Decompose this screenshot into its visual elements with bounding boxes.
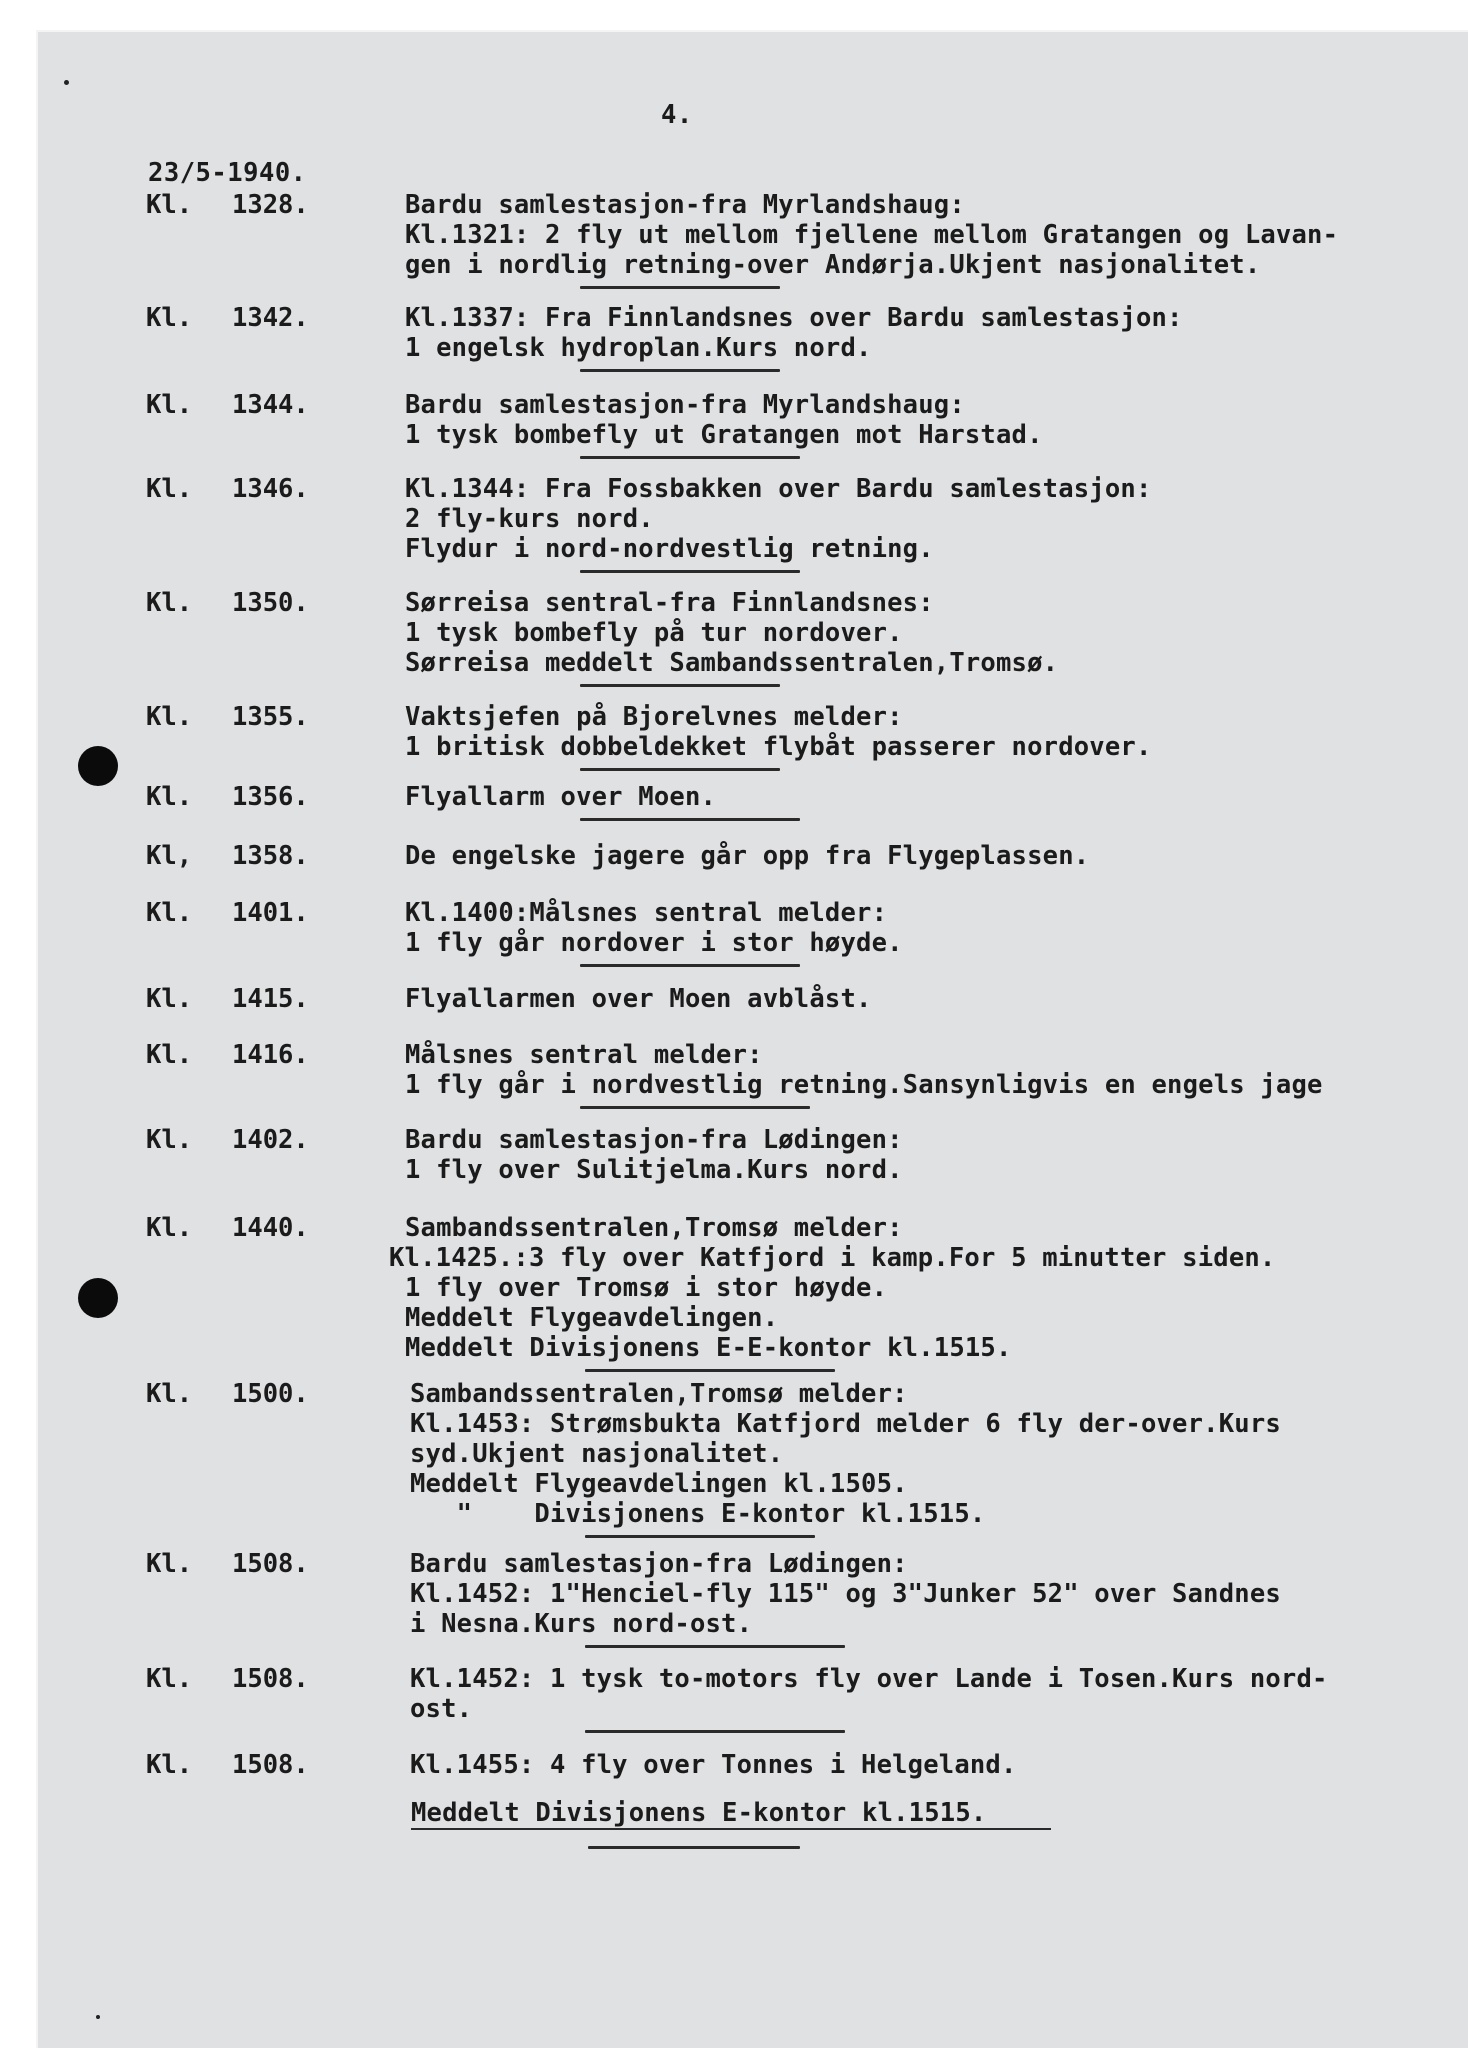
entry-body [405, 390, 1435, 450]
entry-line: 1 fly går i nordvestlig retning.Sansynligvis en engels jage [405, 1070, 1323, 1100]
entry-body [405, 984, 1435, 1014]
entry-kl-label: Kl. [146, 984, 193, 1014]
entry-kl-label: Kl. [146, 1664, 193, 1694]
entry-time: 1355. [232, 702, 309, 732]
entry-time: 1328. [232, 190, 309, 220]
entry-line: Kl.1337: Fra Finnlandsnes over Bardu samlestasjon: [405, 303, 1183, 333]
entry-divider [585, 1369, 835, 1372]
entry-time: 1356. [232, 782, 309, 812]
entry-line: Sambandssentralen,Tromsø melder: [405, 1213, 903, 1243]
entry-line: Kl.1425.:3 fly over Katfjord i kamp.For 5 minutter siden. [389, 1243, 1276, 1273]
entry-body [405, 1040, 1435, 1100]
entry-line: Kl.1400:Målsnes sentral melder: [405, 898, 888, 928]
entry-line: Sørreisa meddelt Sambandssentralen,Tromsø. [405, 648, 1059, 678]
entry-line: Kl.1321: 2 fly ut mellom fjellene mellom Gratangen og Lavan- [405, 220, 1339, 250]
entry-divider [580, 1106, 810, 1109]
entry-line: Meddelt Flygeavdelingen kl.1505. [410, 1469, 908, 1499]
entry-divider [580, 570, 800, 573]
entry-kl-label: Kl. [146, 1125, 193, 1155]
entry-kl-label: Kl. [146, 1040, 193, 1070]
entry-line: Kl.1452: 1 tysk to-motors fly over Lande i Tosen.Kurs nord- [410, 1664, 1328, 1694]
entry-body [405, 474, 1435, 564]
entry-body [405, 898, 1435, 958]
entry-line: 1 tysk bombefly ut Gratangen mot Harstad. [405, 420, 1043, 450]
final-note-underline [411, 1828, 1051, 1830]
entry-line: Sambandssentralen,Tromsø melder: [410, 1379, 908, 1409]
entry-body [405, 1125, 1435, 1185]
entry-line: Bardu samlestasjon-fra Lødingen: [405, 1125, 903, 1155]
entry-kl-label: Kl. [146, 303, 193, 333]
entry-divider [580, 964, 800, 967]
entry-body [410, 1549, 1440, 1639]
entry-line: 1 fly over Sulitjelma.Kurs nord. [405, 1155, 903, 1185]
entry-time: 1416. [232, 1040, 309, 1070]
entry-divider [580, 369, 780, 372]
entry-body [405, 303, 1435, 363]
entry-time: 1508. [232, 1549, 309, 1579]
entry-line: 1 tysk bombefly på tur nordover. [405, 618, 903, 648]
entry-kl-label: Kl. [146, 702, 193, 732]
entry-time: 1344. [232, 390, 309, 420]
entry-line: Kl.1452: 1"Henciel-fly 115" og 3"Junker 52" over Sandnes [410, 1579, 1281, 1609]
punch-hole-lower [78, 1278, 118, 1318]
entry-line: Kl.1344: Fra Fossbakken over Bardu samlestasjon: [405, 474, 1152, 504]
entry-line: Flyallarmen over Moen avblåst. [405, 984, 872, 1014]
entry-body [405, 588, 1435, 678]
entry-line: 1 fly går nordover i stor høyde. [405, 928, 903, 958]
entry-time: 1508. [232, 1664, 309, 1694]
page-number: 4. [661, 100, 693, 130]
entry-time: 1402. [232, 1125, 309, 1155]
entry-time: 1346. [232, 474, 309, 504]
entry-line: 1 engelsk hydroplan.Kurs nord. [405, 333, 872, 363]
entry-line: 2 fly-kurs nord. [405, 504, 654, 534]
entry-line: " Divisjonens E-kontor kl.1515. [410, 1499, 986, 1529]
final-note: Meddelt Divisjonens E-kontor kl.1515. [411, 1798, 987, 1828]
entry-time: 1342. [232, 303, 309, 333]
entry-kl-label: Kl. [146, 1750, 193, 1780]
entry-line: Flydur i nord-nordvestlig retning. [405, 534, 934, 564]
entry-line: Meddelt Flygeavdelingen. [405, 1303, 779, 1333]
entry-line: Kl.1455: 4 fly over Tonnes i Helgeland. [410, 1750, 1017, 1780]
entry-body [405, 841, 1435, 871]
final-divider [588, 1846, 800, 1849]
entry-time: 1440. [232, 1213, 309, 1243]
entry-line: Bardu samlestasjon-fra Lødingen: [410, 1549, 908, 1579]
log-date: 23/5-1940. [148, 158, 307, 188]
entry-divider [585, 1730, 845, 1733]
punch-hole-upper [78, 746, 118, 786]
entry-line: Bardu samlestasjon-fra Myrlandshaug: [405, 390, 965, 420]
entry-body [405, 702, 1435, 762]
entry-divider [580, 818, 800, 821]
entry-body [389, 1213, 1435, 1363]
entry-line: 1 britisk dobbeldekket flybåt passerer nordover. [405, 732, 1152, 762]
entry-time: 1508. [232, 1750, 309, 1780]
entry-line: Sørreisa sentral-fra Finnlandsnes: [405, 588, 934, 618]
entry-kl-label: Kl. [146, 474, 193, 504]
entry-time: 1401. [232, 898, 309, 928]
entry-line: Bardu samlestasjon-fra Myrlandshaug: [405, 190, 965, 220]
entry-line: i Nesna.Kurs nord-ost. [410, 1609, 753, 1639]
entry-divider [580, 768, 780, 771]
entry-body [405, 782, 1435, 812]
entry-divider [580, 456, 800, 459]
entry-line: De engelske jagere går opp fra Flygeplassen. [405, 841, 1090, 871]
entry-line: gen i nordlig retning-over Andørja.Ukjent nasjonalitet. [405, 250, 1261, 280]
entry-line: Flyallarm over Moen. [405, 782, 717, 812]
entry-body [410, 1379, 1440, 1529]
entry-time: 1415. [232, 984, 309, 1014]
entry-time: 1500. [232, 1379, 309, 1409]
entry-line: syd.Ukjent nasjonalitet. [410, 1439, 784, 1469]
entry-line: Meddelt Divisjonens E-E-kontor kl.1515. [405, 1333, 1012, 1363]
entry-divider [580, 684, 780, 687]
entry-body [405, 190, 1435, 280]
entry-line: Kl.1453: Strømsbukta Katfjord melder 6 fly der-over.Kurs [410, 1409, 1281, 1439]
entry-kl-label: Kl. [146, 1213, 193, 1243]
entry-kl-label: Kl. [146, 588, 193, 618]
entry-kl-label: Kl, [146, 841, 193, 871]
ink-speck [64, 80, 69, 85]
entry-divider [585, 1645, 845, 1648]
entry-line: ost. [410, 1694, 473, 1724]
entry-body [410, 1664, 1440, 1724]
entry-kl-label: Kl. [146, 898, 193, 928]
ink-speck [96, 2015, 100, 2019]
entry-body [410, 1750, 1440, 1780]
entry-time: 1358. [232, 841, 309, 871]
entry-kl-label: Kl. [146, 390, 193, 420]
entry-line: Vaktsjefen på Bjorelvnes melder: [405, 702, 903, 732]
entry-line: 1 fly over Tromsø i stor høyde. [405, 1273, 888, 1303]
entry-line: Målsnes sentral melder: [405, 1040, 763, 1070]
entry-kl-label: Kl. [146, 782, 193, 812]
entry-divider [585, 1535, 815, 1538]
entry-kl-label: Kl. [146, 1549, 193, 1579]
entry-kl-label: Kl. [146, 190, 193, 220]
entry-kl-label: Kl. [146, 1379, 193, 1409]
entry-time: 1350. [232, 588, 309, 618]
entry-divider [580, 286, 780, 289]
